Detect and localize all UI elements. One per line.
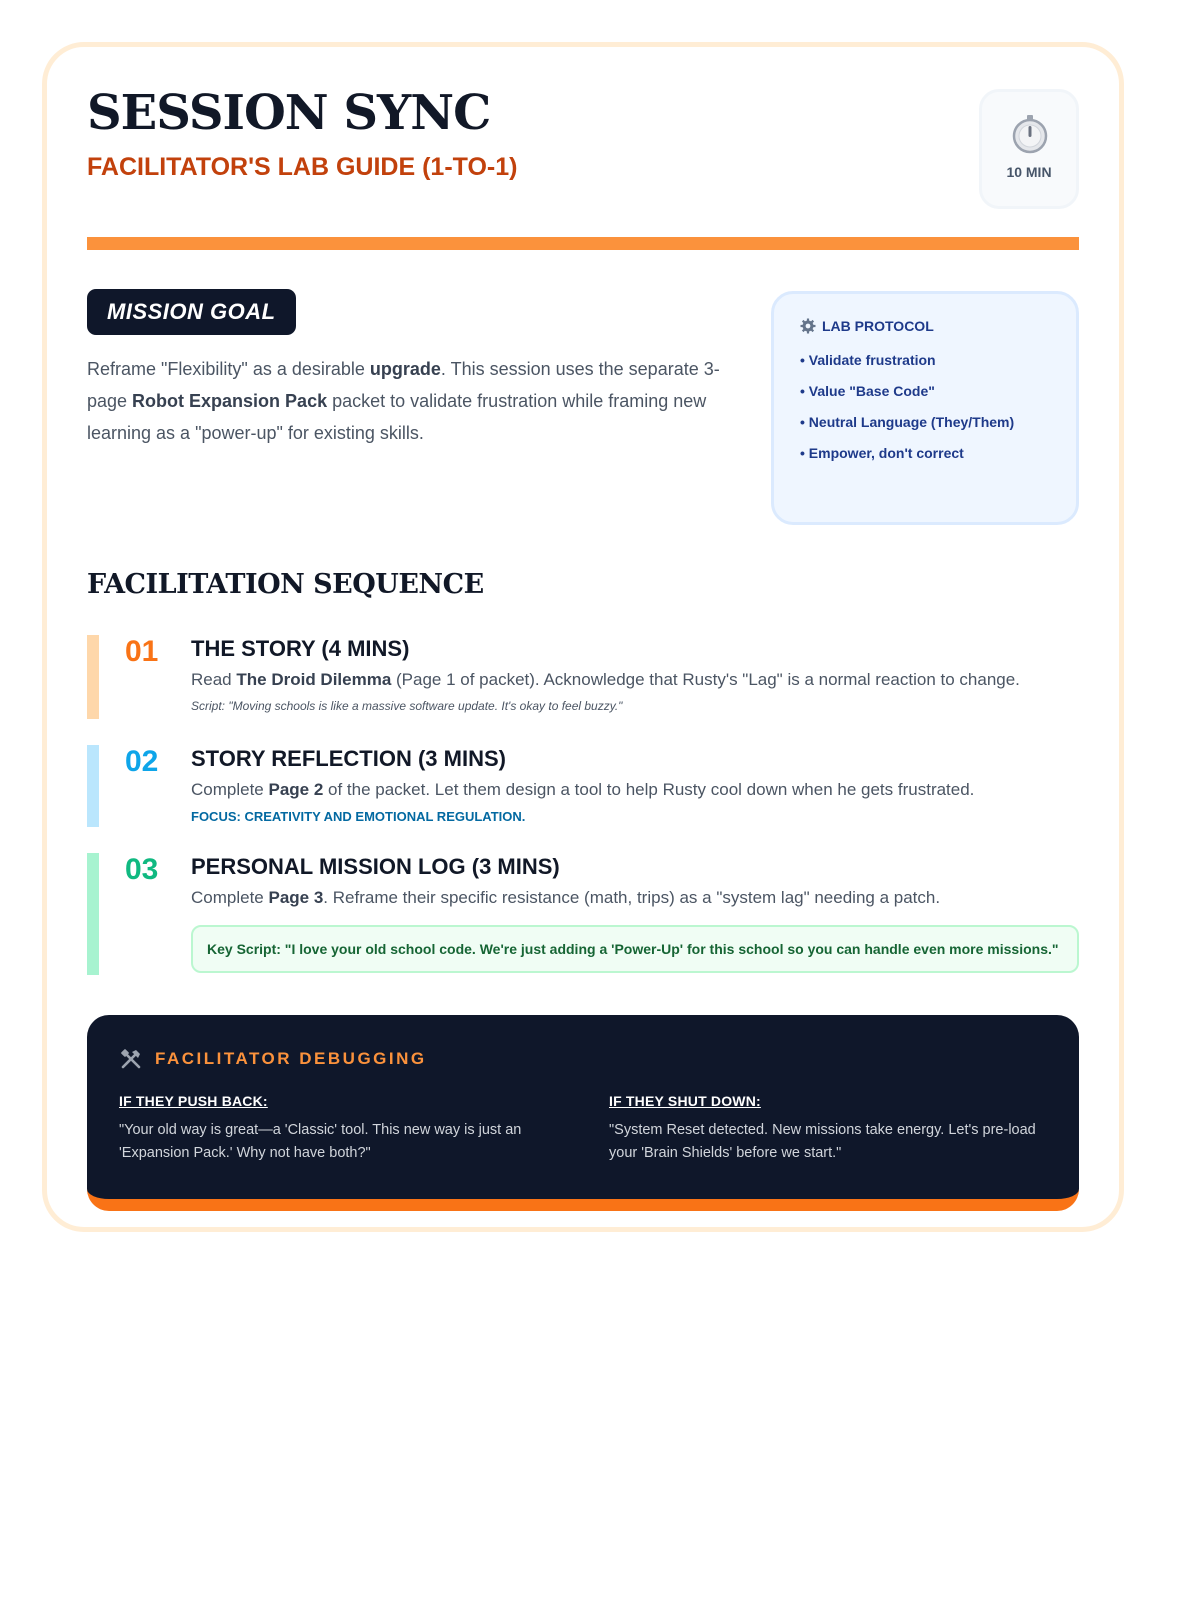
protocol-item: • Empower, don't correct [800,445,964,461]
step-focus-note: FOCUS: CREATIVITY AND EMOTIONAL REGULATION. [191,809,526,824]
sequence-step-3 [87,853,1079,975]
step-description: Complete Page 3. Reframe their specific resistance (math, trips) as a "system lag" needing a patch. [191,888,941,907]
step-body [191,853,1079,973]
step-script-note: Script: "Moving schools is like a massive software update. It's okay to feel buzzy." [191,699,623,713]
push-back-text: "Your old way is great—a 'Classic' tool. This new way is just an 'Expansion Pack.' Why not have both?" [119,1122,522,1161]
debugging-heading: FACILITATOR DEBUGGING [119,1047,427,1071]
step-number: 02 [125,745,159,778]
step-title: PERSONAL MISSION LOG (3 MINS) [191,854,560,879]
step-accent-bar [87,853,99,975]
sequence-step-1 [87,635,1079,719]
step-description: Read The Droid Dilemma (Page 1 of packet). Acknowledge that Rusty's "Lag" is a normal reaction to change. [191,670,1020,689]
header-divider [87,237,1079,250]
step-accent-bar [87,745,99,827]
page-title: SESSION SYNC [87,85,491,141]
lab-guide-card [42,42,1124,1232]
protocol-list [800,348,1050,465]
step-title: THE STORY (4 MINS) [191,636,410,661]
lab-protocol-heading: LAB PROTOCOL [800,318,1050,334]
push-back-heading: IF THEY PUSH BACK: [119,1093,268,1109]
step-number: 01 [125,635,159,668]
sequence-step-2 [87,745,1079,827]
push-back-column [119,1093,569,1165]
gear-icon [800,318,816,334]
duration-label: 10 MIN [1006,164,1052,180]
mission-goal-text: Reframe "Flexibility" as a desirable upgrade. This session uses the separate 3-page Robot Expansion Pack packet to validate frustration while framing new learning as a "power-up" for existing skills. [87,359,720,443]
step-accent-bar [87,635,99,719]
shut-down-heading: IF THEY SHUT DOWN: [609,1093,761,1109]
step-body [191,635,1079,713]
tools-icon [119,1047,143,1071]
step-title: STORY REFLECTION (3 MINS) [191,746,506,771]
stopwatch-icon [1010,114,1050,154]
protocol-item: • Neutral Language (They/Them) [800,414,1015,430]
page-subtitle: FACILITATOR'S LAB GUIDE (1-TO-1) [87,153,518,181]
sequence-title: FACILITATION SEQUENCE [87,569,484,600]
duration-badge [979,89,1079,209]
step-body [191,745,1079,824]
shut-down-column [609,1093,1059,1165]
facilitator-debugging-panel [87,1015,1079,1211]
protocol-item: • Value "Base Code" [800,383,935,399]
protocol-item: • Validate frustration [800,352,936,368]
key-script-callout: Key Script: "I love your old school code. We're just adding a 'Power-Up' for this school so you can handle even more missions." [191,925,1079,973]
shut-down-text: "System Reset detected. New missions take energy. Let's pre-load your 'Brain Shields' before we start." [609,1122,1036,1161]
step-description: Complete Page 2 of the packet. Let them design a tool to help Rusty cool down when he gets frustrated. [191,780,975,799]
step-number: 03 [125,853,159,886]
mission-goal-badge: MISSION GOAL [87,289,296,335]
lab-protocol-panel [771,291,1079,525]
